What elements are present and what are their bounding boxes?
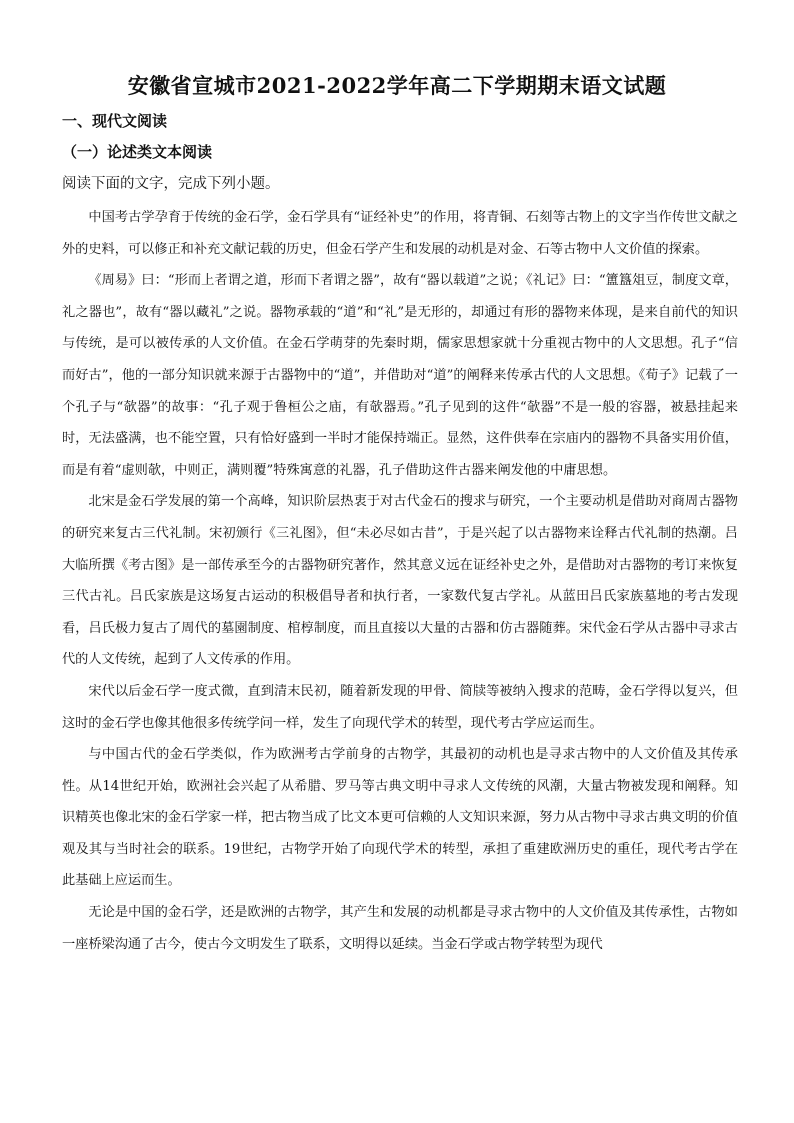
paragraph-3: 北宋是金石学发展的第一个高峰，知识阶层热衷于对古代金石的搜求与研究，一个主要动机是借助对商周古器物的研究来复古三代礼制。宋初颁行《三礼图》，但“未必尽如古昔”，于是兴起了以古器物来诠释古代礼制的热潮。吕大临所撰《考古图》是一部传承至今的古器物研究著作，然其意义远在证经补史之外，是借助对古器物的考订来恢复三代古礼。吕氏家族是这场复古运动的积极倡导者和执行者，一家数代复古学礼。从蓝田吕氏家族墓地的考古发现看，吕氏极力复古了周代的墓園制度、棺椁制度，而且直接以大量的古器和仿古器随葬。宋代金石学从古器中寻求古代的人文传统，起到了人文传承的作用。 (62, 494, 738, 668)
reading-instruction: 阅读下面的文字，完成下列小题。 (62, 176, 280, 192)
paragraph-5: 与中国古代的金石学类似，作为欧洲考古学前身的古物学，其最初的动机也是寻求古物中的人文价值及其传承性。从14世纪开始，欧洲社会兴起了从希腊、罗马等古典文明中寻求人文传统的风潮，大量古物被发现和阐释。知识精英也像北宋的金石学家一样，把古物当成了比文本更可信赖的人文知识来源，努力从古物中寻求古典文明的价值观及其与当时社会的联系。19世纪，古物学开始了向现代学术的转型，承担了重建欧洲历史的重任，现代考古学在此基础上应运而生。 (62, 747, 738, 889)
paragraph-1: 中国考古学孕育于传统的金石学，金石学具有“证经补史”的作用，将青铜、石刻等古物上的文字当作传世文献之外的史料，可以修正和补充文献记载的历史，但金石学产生和发展的动机是对金、石等古物中人文价值的探索。 (62, 210, 738, 257)
paragraph-4: 宋代以后金石学一度式微，直到清末民初，随着新发现的甲骨、简牍等被纳入搜求的范畴，金石学得以复兴，但这时的金石学也像其他很多传统学问一样，发生了向现代学术的转型，现代考古学应运而生。 (62, 683, 738, 731)
subsection-heading: （一）论述类文本阅读 (62, 143, 213, 161)
paragraph-2: 《周易》曰：“形而上者谓之道，形而下者谓之器”，故有“器以载道”之说；《礼记》曰：“簠簋俎豆，制度文章，礼之器也”，故有“器以藏礼”之说。器物承载的“道”和“礼”是无形的，却通过有形的器物来体现，是来自前代的知识与传统，是可以被传承的人文价值。在金石学萌芽的先秦时期，儒家思想家就十分重视古物中的人文思想。孔子“信而好古”，他的一部分知识就来源于古器物中的“道”，并借助对“道”的阐释来传承古代的人文思想。《荀子》记载了一个孔子与“欹器”的故事：“孔子观于鲁桓公之庙，有欹器焉。”孔子见到的这件“欹器”不是一般的容器，被悬挂起来时，无法盛满，也不能空置，只有恰好盛到一半时才能保持端正。显然，这件供奉在宗庙内的器物不具备实用价值，而是有着“虚则欹，中则正，满则覆”特殊寓意的礼器，孔子借助这件古器来阐发他的中庸思想。 (62, 273, 738, 478)
passage-body (62, 202, 738, 960)
section-heading: 一、现代文阅读 (62, 112, 168, 130)
paragraph-6: 无论是中国的金石学，还是欧洲的古物学，其产生和发展的动机都是寻求古物中的人文价值及其传承性，古物如一座桥梁沟通了古今，使古今文明发生了联系，文明得以延续。当金石学或古物学转型为现代 (62, 905, 738, 952)
document-title: 安徽省宣城市2021-2022学年高二下学期期末语文试题 (127, 73, 667, 98)
